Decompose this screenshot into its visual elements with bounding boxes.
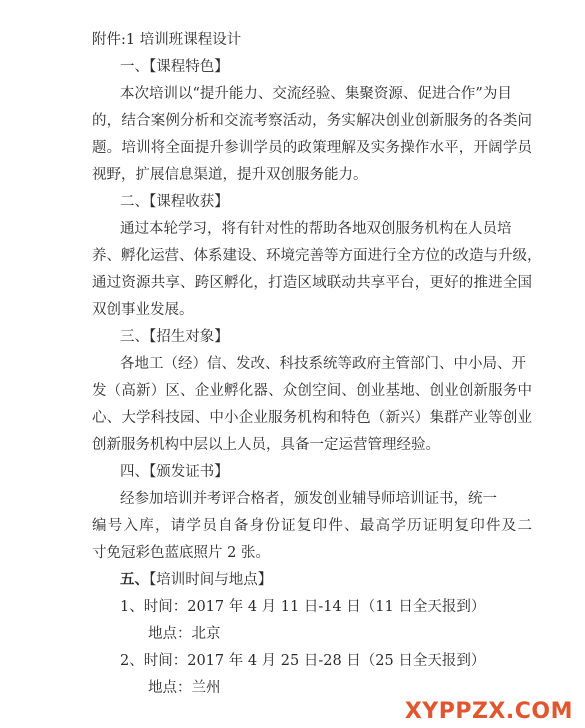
paragraph-line: 通过本轮学习，将有针对性的帮助各地双创服务机构在人员培: [120, 221, 512, 237]
paragraph-line: 养、孵化运营、体系建设、环境完善等方面进行全方位的改造与升级，: [92, 248, 542, 264]
paragraph-line: 心、大学科技园、中小企业服务机构和特色（新兴）集群产业等创业: [92, 410, 532, 426]
paragraph-line: 创新服务机构中层以上人员，具备一定运营管理经验。: [92, 437, 440, 453]
section-heading: 三、【招生对象】: [120, 329, 229, 345]
paragraph-line: 通过资源共享、跨区孵化，打造区域联动共享平台，更好的推进全国: [92, 275, 532, 291]
paragraph-line: 发（高新）区、企业孵化器、众创空间、创业基地、创业创新服务中: [92, 383, 532, 399]
section-title: 【培训时间与地点】: [149, 572, 273, 588]
schedule-time: 1、时间：2017 年 4 月 11 日-14 日（11 日全天报到）: [120, 599, 486, 615]
schedule-time: 2、时间：2017 年 4 月 25 日-28 日（25 日全天报到）: [120, 653, 486, 669]
paragraph-line: 的，结合案例分析和交流考察活动，务实解决创业创新服务的各类问: [92, 113, 532, 129]
schedule-location: 地点：兰州: [148, 680, 221, 696]
attachment-line: 附件:1 培训班课程设计: [92, 32, 242, 48]
section-heading: 四、【颁发证书】: [120, 464, 229, 480]
paragraph-line: 视野，扩展信息渠道，提升双创服务能力。: [92, 167, 368, 183]
section-heading: 二、【课程收获】: [120, 194, 229, 210]
paragraph-line: 寸免冠彩色蓝底照片 2 张。: [92, 545, 270, 561]
paragraph-line: 经参加培训并考评合格者，颁发创业辅导师培训证书，统一: [120, 491, 497, 507]
paragraph-line: 本次培训以“提升能力、交流经验、集聚资源、促进合作”为目: [120, 86, 512, 102]
schedule-location: 地点：北京: [148, 626, 221, 642]
section-heading: [120, 570, 272, 590]
paragraph-line: 题。培训将全面提升参训学员的政策理解及实务操作水平，开阔学员: [92, 140, 532, 156]
paragraph-line: 编号入库，请学员自备身份证复印件、最高学历证明复印件及二: [92, 518, 532, 534]
paragraph-line: 各地工（经）信、发改、科技系统等政府主管部门、中小局、开: [120, 356, 526, 372]
paragraph-line: 双创事业发展。: [92, 302, 194, 318]
section-heading: 一、【课程特色】: [120, 59, 229, 75]
section-number: 五、: [120, 571, 149, 588]
watermark: XYPPZX.COM: [404, 699, 573, 724]
